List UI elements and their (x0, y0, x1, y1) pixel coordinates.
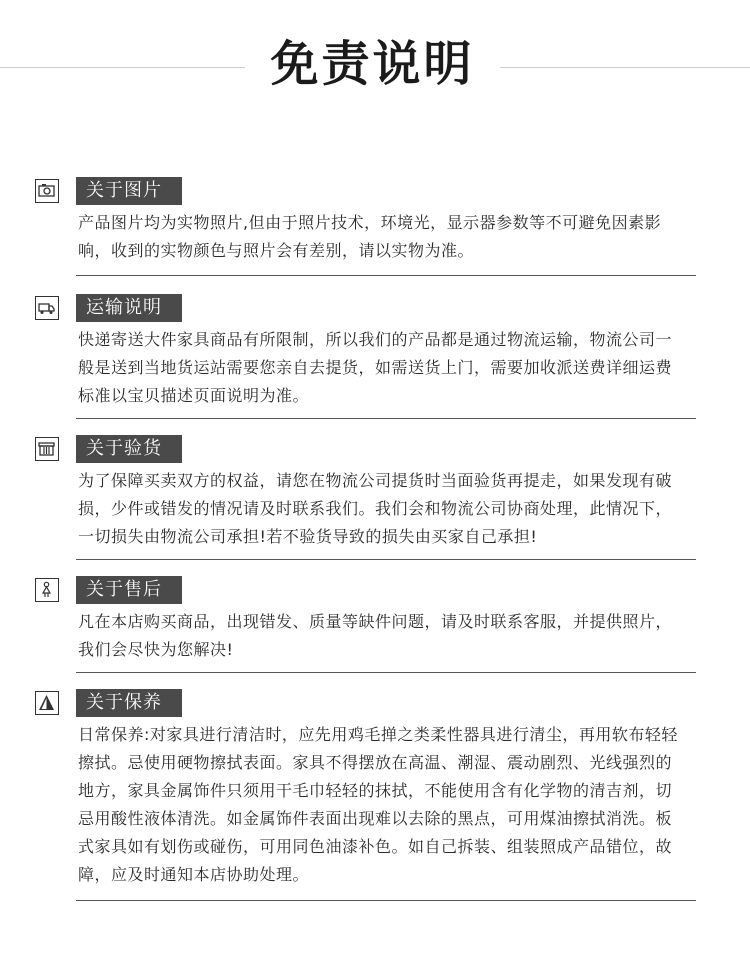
title-divider-left (0, 67, 245, 68)
warning-triangle-icon (35, 691, 59, 715)
truck-icon (35, 296, 59, 320)
section-body: 为了保障买卖双方的权益，请您在物流公司提货时当面验货再提走，如果发现有破损，少件或错发的情况请及时联系我们。我们会和物流公司协商处理，此情况下，一切损失由物流公司承担!若不验货导致的损失由买家自己承担! (78, 471, 673, 546)
page-header (0, 0, 750, 130)
section-label: 关于售后 (76, 576, 182, 604)
section-body: 日常保养:对家具进行清洁时，应先用鸡毛掸之类柔性器具进行清尘，再用软布轻轻擦拭。忌使用硬物擦拭表面。家具不得摆放在高温、潮湿、震动剧烈、光线强烈的地方，家具金属饰件只须用干毛巾轻轻的抹拭，不能使用含有化学物的清吉剂，切忌用酸性液体清洗。如金属饰件表面出现难以去除的黑点，可用煤油擦拭消洗。板式家具如有划伤或碰伤，可用同色油漆补色。如自己拆装、组装照成产品错位，故障，应及时通知本店协助处理。 (78, 725, 678, 884)
section-body: 凡在本店购买商品，出现错发、质量等缺件问题，请及时联系客服，并提供照片，我们会尽快为您解决! (78, 612, 673, 659)
section-label: 关于验货 (76, 435, 182, 463)
section-divider (76, 672, 696, 673)
section-divider (76, 559, 696, 560)
person-icon (35, 578, 59, 602)
section-label: 关于保养 (76, 689, 182, 717)
section-label: 关于图片 (76, 177, 182, 205)
page-title: 免责说明 (270, 36, 475, 92)
section-body: 产品图片均为实物照片,但由于照片技术，环境光，显示器参数等不可避免因素影响，收到的实物颜色与照片会有差别，请以实物为准。 (78, 213, 662, 260)
section-divider (76, 275, 696, 276)
camera-icon (35, 179, 59, 203)
section-label: 运输说明 (76, 294, 182, 322)
title-divider-right (500, 67, 750, 68)
section-body: 快递寄送大件家具商品有所限制，所以我们的产品都是通过物流运输，物流公司一般是送到当地货运站需要您亲自去提货，如需送货上门，需要加收派送费详细运费标准以宝贝描述页面说明为准。 (78, 330, 673, 405)
section-divider (76, 418, 696, 419)
gift-box-icon (35, 437, 59, 461)
section-divider (76, 900, 696, 901)
